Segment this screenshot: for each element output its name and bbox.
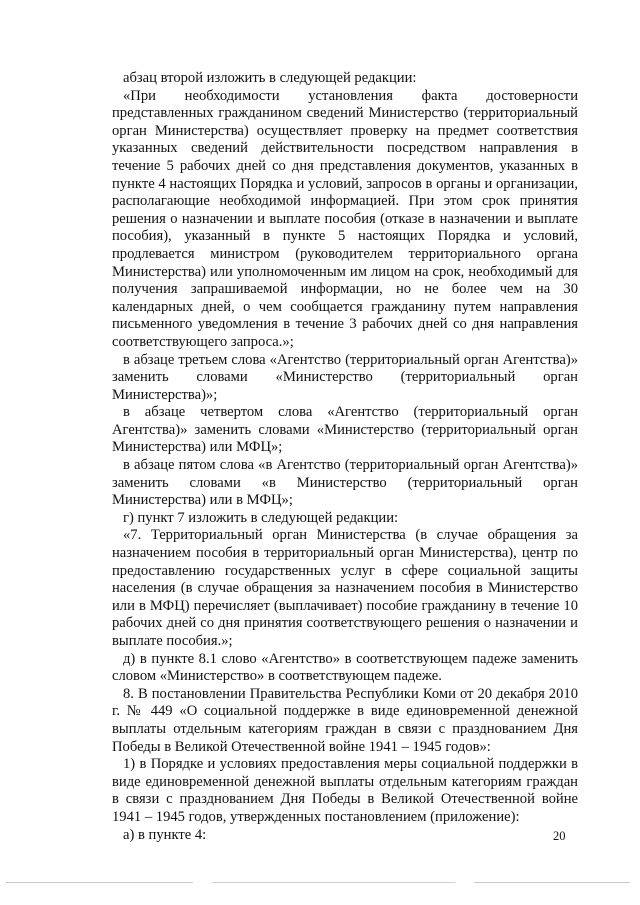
paragraph-6: г) пункт 7 изложить в следующей редакции: [123,509,399,526]
paragraph-1: абзац второй изложить в следующей редакции: [123,70,417,86]
document-body [112,70,578,844]
paragraph-2: «При необходимости установления факта достоверности представленных гражданином сведений Министерство (территориальный орган Министерства) осуществляет проверку на предмет соответствия указанных сведений действительности посредством направления в течение 5 рабочих дней со дня представления документов, указанных в пункте 4 настоящих Порядка и условий, запросов в органы и организации, располагающие необходимой информацией. При этом срок принятия решения о назначении и выплате пособия (отказе в назначении и выплате пособия), указанный в пункте 5 настоящих Порядка и условий, продлевается министром (руководителем территориального органа Министерства) или уполномоченным им лицом на срок, необходимый для получения запрашиваемой информации, но не более чем на 30 календарных дней, о чем сообщается гражданину путем направления письменного уведомления в течение 3 рабочих дней со дня направления соответствующего запроса.»; [112,87,578,350]
paragraph-11: а) в пункте 4: [123,826,207,843]
page-number: 20 [553,829,566,843]
paragraph-3: в абзаце третьем слова «Агентство (территориальный орган Агентства)» заменить словами «Министерство (территориальный орган Министерства)»; [112,351,578,403]
scan-edge-line [6,882,630,883]
paragraph-5: в абзаце пятом слова «в Агентство (территориальный орган Агентства)» заменить словами «в Министерство (территориальный орган Министерства) или в МФЦ»; [112,457,578,509]
paragraph-7: «7. Территориальный орган Министерства (в случае обращения за назначением пособия в территориальный орган Министерства), центр по предоставлению государственных услуг в сфере социальной защиты населения (в случае обращения за назначением пособия в Министерство или в МФЦ) перечисляет (выплачивает) пособие гражданину в течение 10 рабочих дней со дня принятия соответствующего решения о назначении и выплате пособия.»; [112,527,578,649]
paragraph-8: д) в пункте 8.1 слово «Агентство» в соответствующем падеже заменить словом «Министерство» в соответствующем падеже. [112,650,578,685]
paragraph-4: в абзаце четвертом слова «Агентство (территориальный орган Агентства)» заменить словами «Министерство (территориальный орган Министерства) или МФЦ»; [112,404,578,456]
paragraph-10: 1) в Порядке и условиях предоставления меры социальной поддержки в виде единовременной денежной выплаты отдельным категориям граждан в связи с празднованием Дня Победы в Великой Отечественной войне 1941 – 1945 годов, утвержденных постановлением (приложение): [112,756,578,825]
paragraph-9: 8. В постановлении Правительства Республики Коми от 20 декабря 2010 г. № 449 «О социальной поддержке в виде единовременной денежной выплаты отдельным категориям граждан в связи с празднованием Дня Победы в Великой Отечественной войне 1941 – 1945 годов»: [112,685,578,755]
